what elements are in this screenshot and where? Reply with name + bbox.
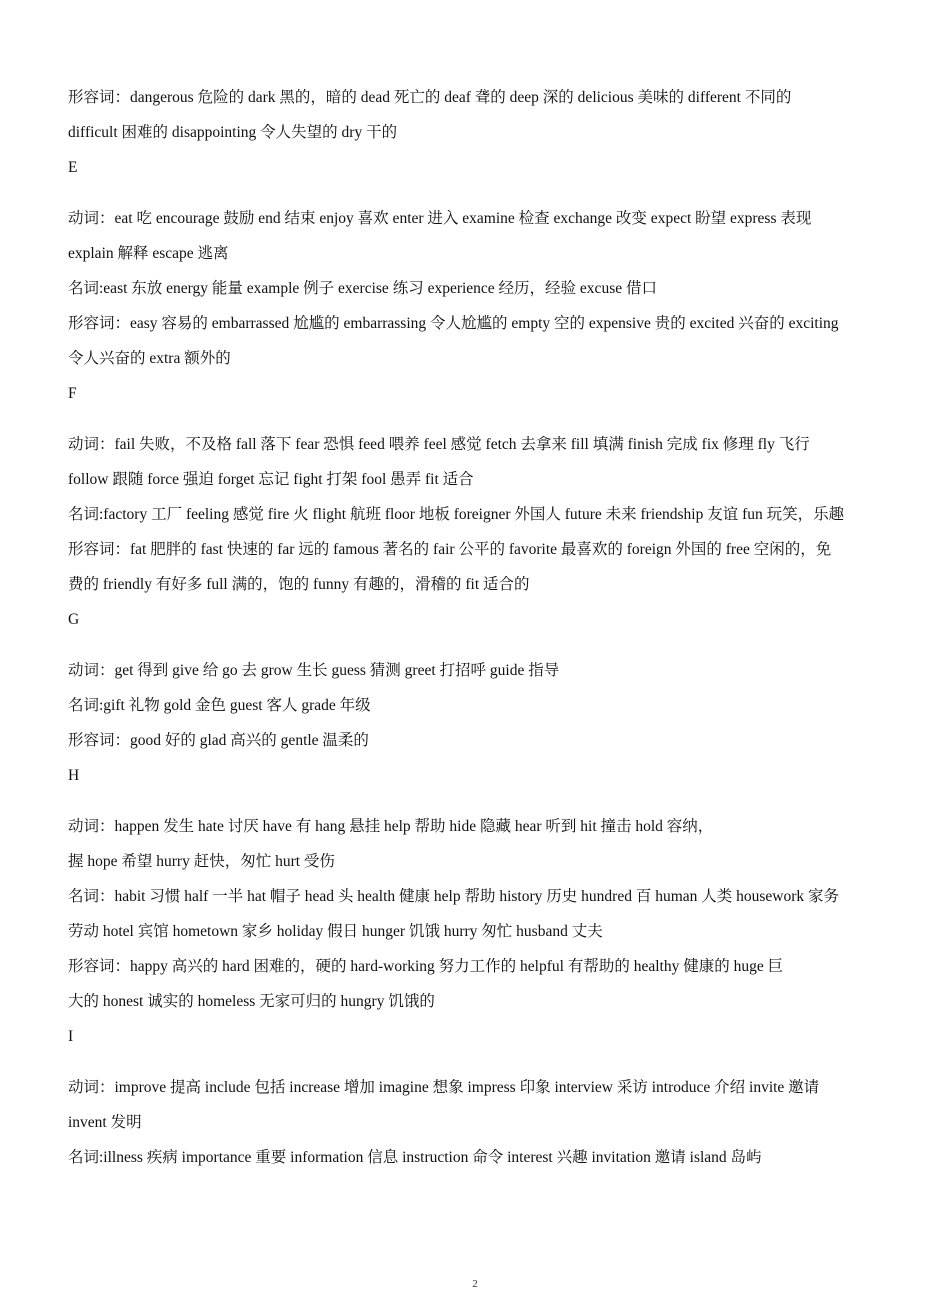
section-letter: E <box>68 159 78 176</box>
text-line: 握 hope 希望 hurry 赶快，匆忙 hurt 受伤 <box>68 853 335 870</box>
text-line: 形容词：dangerous 危险的 dark 黑的，暗的 dead 死亡的 deaf 聋的 deep 深的 delicious 美味的 different 不同的 <box>68 89 792 106</box>
text-line: 名词:illness 疾病 importance 重要 information 信息 instruction 命令 interest 兴趣 invitation 邀请 island 岛屿 <box>68 1149 762 1166</box>
text-line: 动词：eat 吃 encourage 鼓励 end 结束 enjoy 喜欢 enter 进入 examine 检查 exchange 改变 expect 盼望 express 表现 <box>68 210 812 227</box>
vocabulary-list <box>68 80 888 1175</box>
text-line: difficult 困难的 disappointing 令人失望的 dry 干的 <box>68 124 398 141</box>
text-line: 名词:gift 礼物 gold 金色 guest 客人 grade 年级 <box>68 697 371 714</box>
section-letter: I <box>68 1028 74 1045</box>
text-line: 动词：happen 发生 hate 讨厌 have 有 hang 悬挂 help 帮助 hide 隐藏 hear 听到 hit 撞击 hold 容纳， <box>68 818 714 835</box>
text-line: 动词：improve 提高 include 包括 increase 增加 imagine 想象 impress 印象 interview 采访 introduce 介绍 invite 邀请 <box>68 1079 820 1096</box>
text-line: invent 发明 <box>68 1114 142 1131</box>
text-line: explain 解释 escape 逃离 <box>68 245 229 262</box>
text-line: 动词：get 得到 give 给 go 去 grow 生长 guess 猜测 greet 打招呼 guide 指导 <box>68 662 560 679</box>
page-number: 2 <box>472 1278 478 1290</box>
section-letter: H <box>68 767 80 784</box>
text-line: 形容词：good 好的 glad 高兴的 gentle 温柔的 <box>68 732 369 749</box>
text-line: 动词：fail 失败，不及格 fall 落下 fear 恐惧 feed 喂养 feel 感觉 fetch 去拿来 fill 填满 finish 完成 fix 修理 fly 飞行 <box>68 436 810 453</box>
text-line: 形容词：fat 肥胖的 fast 快速的 far 远的 famous 著名的 fair 公平的 favorite 最喜欢的 foreign 外国的 free 空闲的，免 <box>68 541 832 558</box>
text-line: 形容词：easy 容易的 embarrassed 尬尴的 embarrassing 令人尬尴的 empty 空的 expensive 贵的 excited 兴奋的 exciting <box>68 315 839 332</box>
text-line: 费的 friendly 有好多 full 满的，饱的 funny 有趣的，滑稽的 fit 适合的 <box>68 576 530 593</box>
text-line: 大的 honest 诚实的 homeless 无家可归的 hungry 饥饿的 <box>68 993 435 1010</box>
text-line: 形容词：happy 高兴的 hard 困难的，硬的 hard-working 努力工作的 helpful 有帮助的 healthy 健康的 huge 巨 <box>68 958 784 975</box>
text-line: 名词：habit 习惯 half 一半 hat 帽子 head 头 health 健康 help 帮助 history 历史 hundred 百 human 人类 housework 家务 <box>68 888 840 905</box>
text-line: 名词:east 东放 energy 能量 example 例子 exercise 练习 experience 经历，经验 excuse 借口 <box>68 280 657 297</box>
text-line: 令人兴奋的 extra 额外的 <box>68 350 231 367</box>
section-letter: G <box>68 611 80 628</box>
section-letter: F <box>68 385 77 402</box>
text-line: follow 跟随 force 强迫 forget 忘记 fight 打架 fool 愚弄 fit 适合 <box>68 471 474 488</box>
text-line: 劳动 hotel 宾馆 hometown 家乡 holiday 假日 hunger 饥饿 hurry 匆忙 husband 丈夫 <box>68 923 603 940</box>
text-line: 名词:factory 工厂 feeling 感觉 fire 火 flight 航班 floor 地板 foreigner 外国人 future 未来 friendship 友谊 fun 玩笑，乐趣 <box>68 506 845 523</box>
